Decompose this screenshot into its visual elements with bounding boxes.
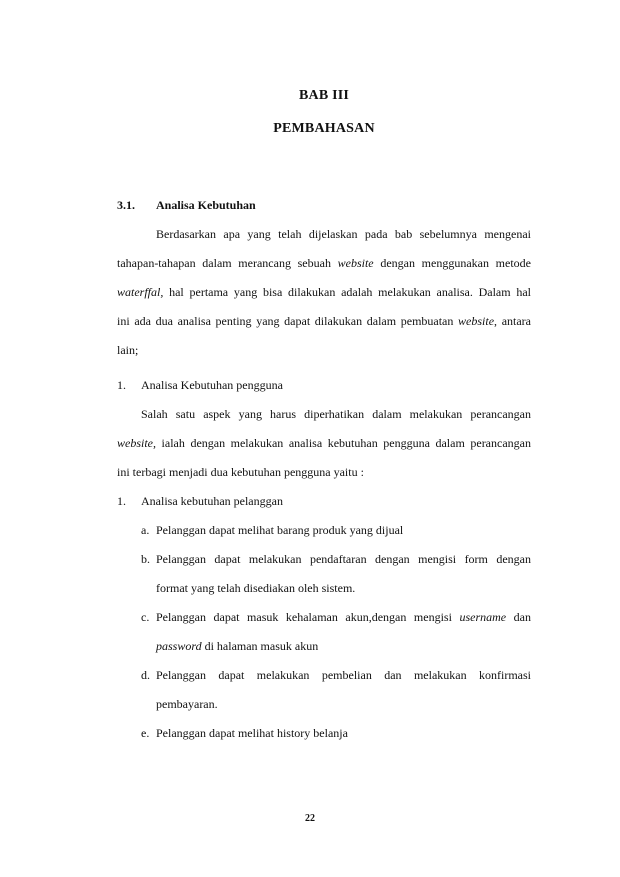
- intro-line-2: tahapan-tahapan dalam merancang sebuah website dengan menggunakan metode: [117, 256, 531, 270]
- list-label-e: e.: [141, 726, 150, 740]
- list-item-a: Pelanggan dapat melihat barang produk yang dijual: [156, 523, 404, 537]
- list-label-d: d.: [141, 668, 150, 682]
- list-item-c-line-1: Pelanggan dapat masuk kehalaman akun,dengan mengisi username dan: [156, 610, 531, 624]
- subsection-number: 1.: [117, 378, 126, 392]
- chapter-title: PEMBAHASAN: [273, 121, 375, 136]
- list-label-c: c.: [141, 610, 150, 624]
- para2-line-2: website, ialah dengan melakukan analisa kebutuhan pengguna dalam perancangan: [117, 436, 531, 450]
- page-number: 22: [305, 813, 315, 824]
- list-item-b-line-2: format yang telah disediakan oleh sistem.: [156, 581, 356, 595]
- subsection-2-number: 1.: [117, 494, 126, 508]
- subsection-2-title: Analisa kebutuhan pelanggan: [141, 494, 283, 508]
- list-item-b-line-1: Pelanggan dapat melakukan pendaftaran dengan mengisi form dengan: [156, 552, 531, 566]
- section-title: Analisa Kebutuhan: [156, 198, 256, 212]
- list-item-d-line-2: pembayaran.: [156, 697, 218, 711]
- list-item-e: Pelanggan dapat melihat history belanja: [156, 726, 348, 740]
- intro-line-1: Berdasarkan apa yang telah dijelaskan pada bab sebelumnya mengenai: [156, 227, 531, 241]
- chapter-heading: BAB III: [298, 88, 350, 103]
- para2-line-1: Salah satu aspek yang harus diperhatikan dalam melakukan perancangan: [141, 407, 531, 421]
- list-item-d-line-1: Pelanggan dapat melakukan pembelian dan melakukan konfirmasi: [156, 668, 531, 682]
- intro-line-3: waterffal, hal pertama yang bisa dilakukan adalah melakukan analisa. Dalam hal: [117, 285, 531, 299]
- intro-line-4: ini ada dua analisa penting yang dapat dilakukan dalam pembuatan website, antara: [117, 314, 532, 328]
- list-label-a: a.: [141, 523, 150, 537]
- list-item-c-line-2: password di halaman masuk akun: [156, 639, 319, 653]
- para2-line-3: ini terbagi menjadi dua kebutuhan pengguna yaitu :: [117, 465, 364, 479]
- intro-line-5: lain;: [117, 343, 139, 357]
- section-number: 3.1.: [117, 198, 135, 212]
- list-label-b: b.: [141, 552, 150, 566]
- subsection-title: Analisa Kebutuhan pengguna: [141, 378, 283, 392]
